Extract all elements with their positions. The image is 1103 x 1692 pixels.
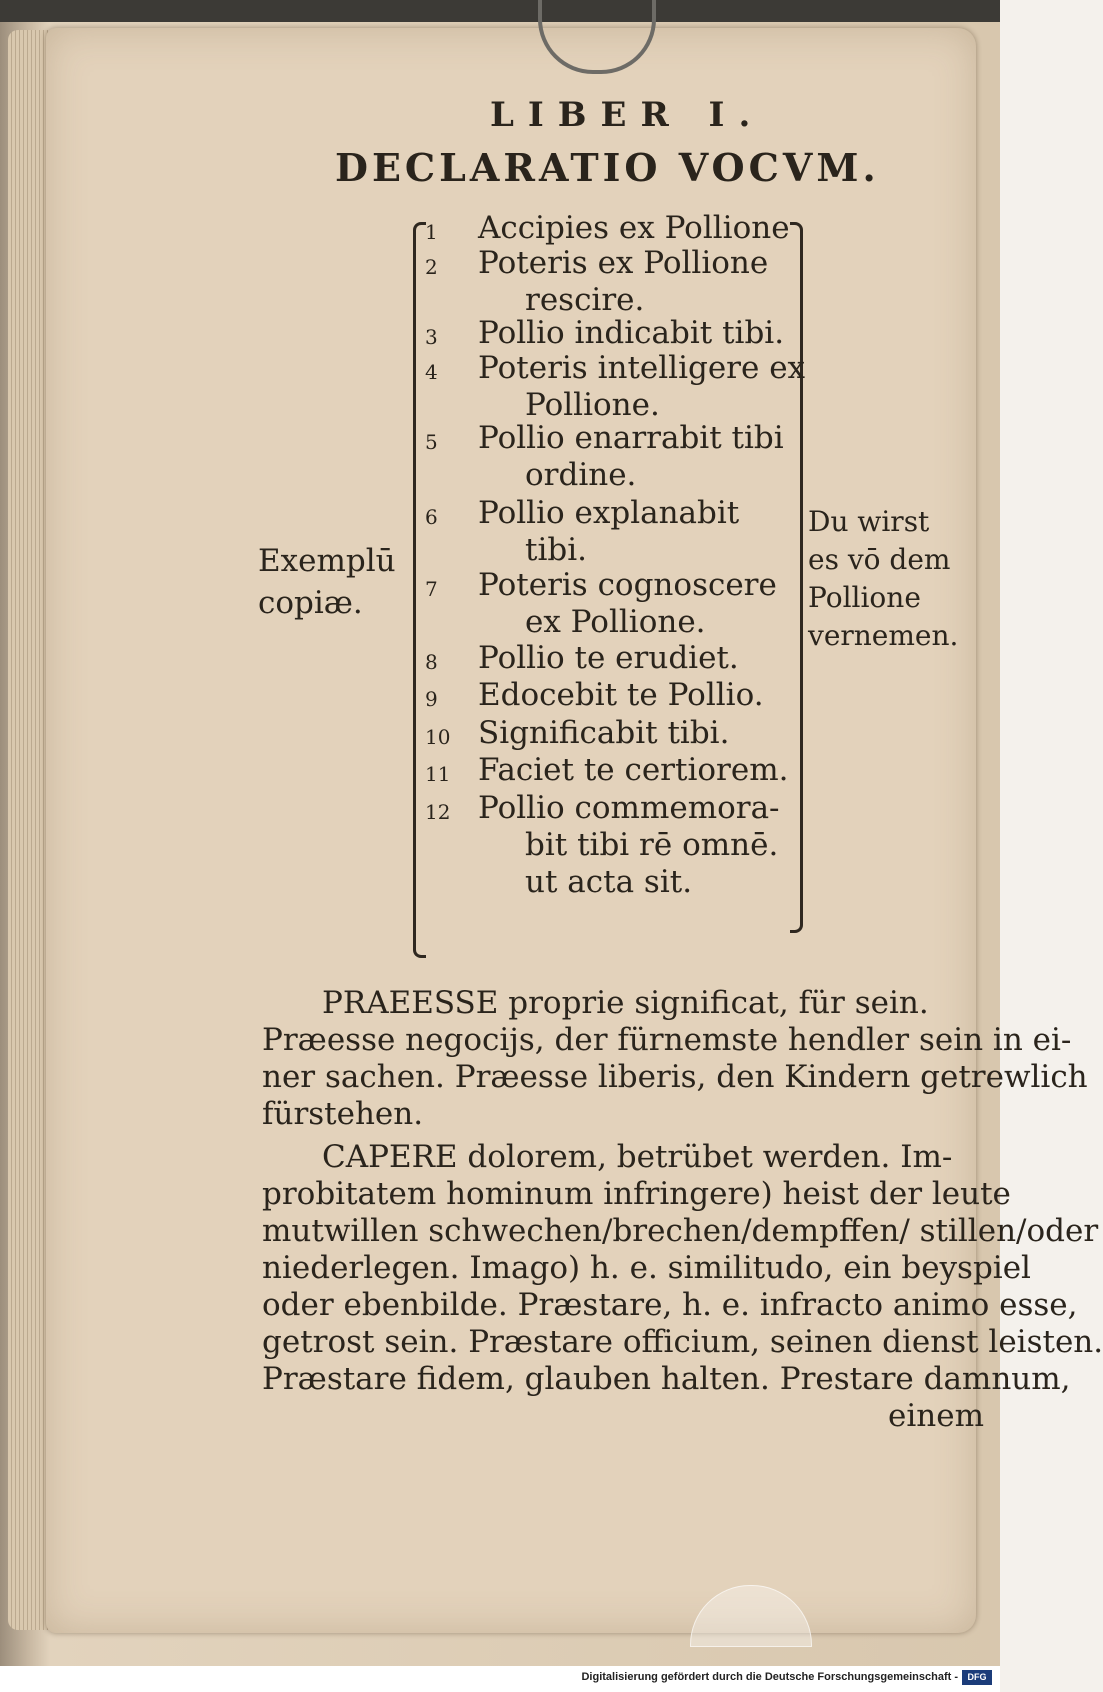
list-item-line: Faciet te certiorem. <box>478 752 789 788</box>
list-item-line: ut acta sit. <box>525 864 693 900</box>
right-brace <box>790 222 803 933</box>
list-item-number: 8 <box>425 650 438 674</box>
list-item-number: 3 <box>425 325 438 349</box>
list-item-line: Pollio enarrabit tibi <box>478 420 784 456</box>
side-note-right-line: Pollione <box>808 581 921 614</box>
list-item-line: Pollio explanabit <box>478 495 740 531</box>
list-item-number: 10 <box>425 725 451 749</box>
list-item-line: ordine. <box>525 457 637 493</box>
body-line: probitatem hominum infringere) heist der leute <box>262 1176 1011 1212</box>
list-item-line: tibi. <box>525 532 587 568</box>
page-edges <box>8 30 48 1630</box>
list-item-line: Edocebit te Pollio. <box>478 677 764 713</box>
top-strip <box>0 0 1000 22</box>
side-note-left-line: copiæ. <box>258 585 363 621</box>
list-item-number: 2 <box>425 255 438 279</box>
body-line: ner sachen. Præesse liberis, den Kindern getrewlich <box>262 1059 1088 1095</box>
list-item-number: 12 <box>425 800 451 824</box>
running-head: LIBER I. <box>490 95 765 135</box>
list-item-number: 5 <box>425 430 438 454</box>
list-item-number: 9 <box>425 687 438 711</box>
body-line: oder ebenbilde. Præstare, h. e. infracto animo esse, <box>262 1287 1078 1323</box>
side-note-left-line: Exemplū <box>258 543 396 579</box>
list-item-number: 4 <box>425 360 438 384</box>
list-item-line: Pollio te erudiet. <box>478 640 739 676</box>
side-note-right-line: es vō dem <box>808 543 951 576</box>
dfg-logo: DFG <box>962 1670 992 1685</box>
body-line: Præstare fidem, glauben halten. Prestare damnum, <box>262 1361 1071 1397</box>
list-item-line: bit tibi rē omnē. <box>525 827 779 863</box>
body-line: CAPERE dolorem, betrübet werden. Im- <box>322 1139 953 1175</box>
list-item-line: Poteris cognoscere <box>478 567 777 603</box>
body-line: Præesse negocijs, der fürnemste hendler sein in ei- <box>262 1022 1072 1058</box>
list-item-line: Poteris intelligere ex <box>478 350 806 386</box>
side-note-left <box>258 540 396 624</box>
body-line: getrost sein. Præstare officium, seinen dienst leisten. <box>262 1324 1103 1360</box>
list-item-line: Pollio commemora- <box>478 790 780 826</box>
list-item-number: 6 <box>425 505 438 529</box>
list-item-number: 7 <box>425 577 438 601</box>
footer-credit: Digitalisierung gefördert durch die Deutsche Forschungsgemeinschaft - <box>581 1671 958 1683</box>
side-note-right-line: vernemen. <box>808 619 959 652</box>
list-item-line: Significabit tibi. <box>478 715 730 751</box>
list-item-line: rescire. <box>525 282 645 318</box>
list-item-line: ex Pollione. <box>525 604 706 640</box>
body-line: niederlegen. Imago) h. e. similitudo, ein beyspiel <box>262 1250 1031 1286</box>
list-item-line: Pollio indicabit tibi. <box>478 315 785 351</box>
body-line: fürstehen. <box>262 1096 424 1132</box>
body-line: mutwillen schwechen/brechen/dempffen/ stillen/oder <box>262 1213 1099 1249</box>
side-note-right <box>808 503 958 655</box>
list-item-line: Poteris ex Pollione <box>478 245 769 281</box>
side-note-right-line: Du wirst <box>808 505 930 538</box>
body-line: einem <box>888 1398 984 1434</box>
list-item-line: Accipies ex Pollione <box>478 210 790 246</box>
body-line: PRAEESSE proprie significat, für sein. <box>322 985 929 1021</box>
list-item-line: Pollione. <box>525 387 660 423</box>
list-item-number: 1 <box>425 220 438 244</box>
page-title: DECLARATIO VOCVM. <box>335 145 880 190</box>
list-item-number: 11 <box>425 762 451 786</box>
